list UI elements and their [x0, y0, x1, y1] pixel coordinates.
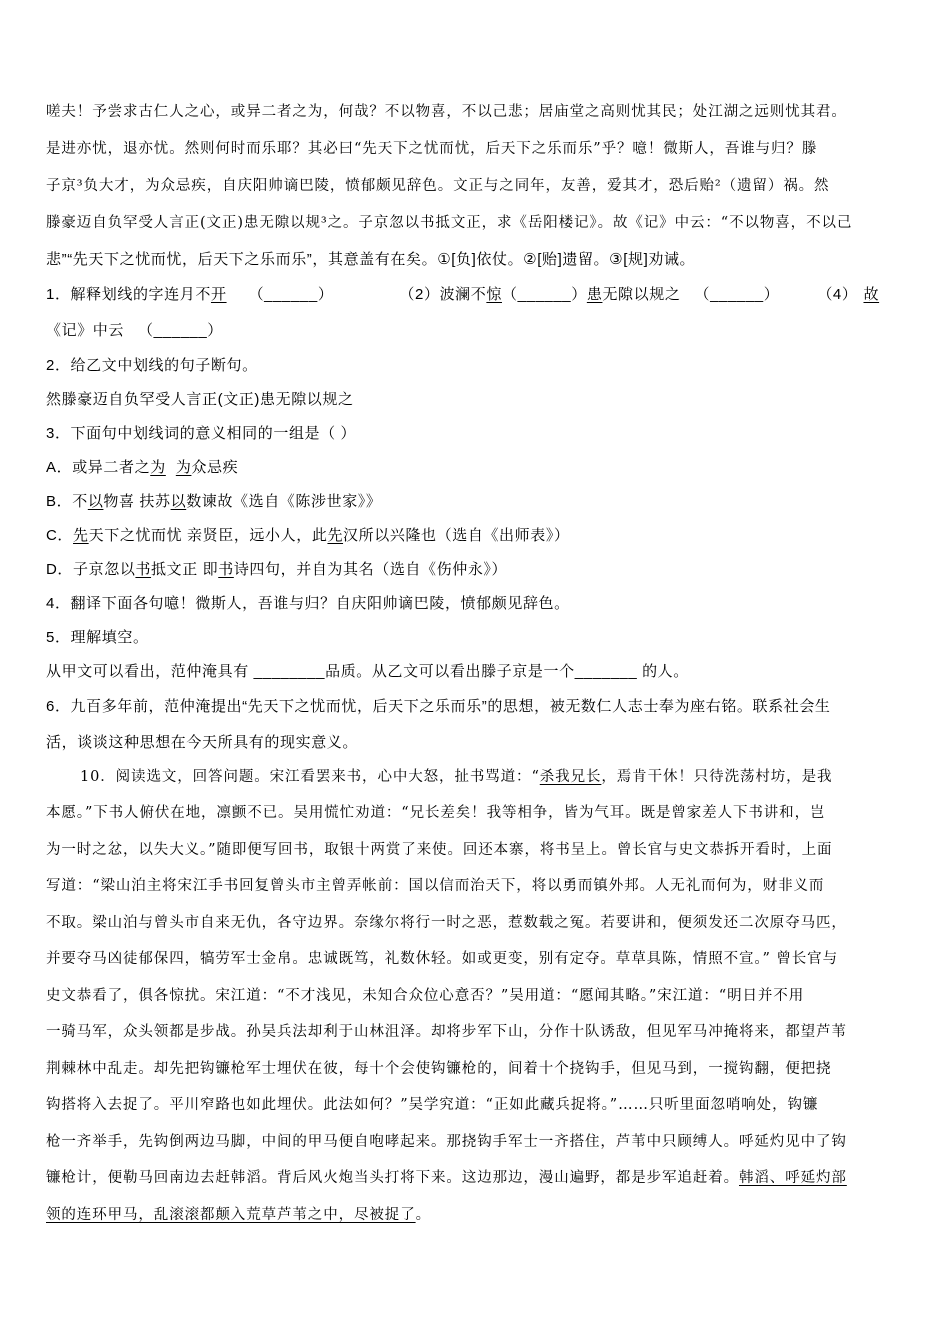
q3-c-underlined-1: 先 [73, 527, 89, 544]
q1-blank-4: （______） [138, 322, 223, 339]
q10-line-1-text-a: 10．阅读选文，回答问题。宋江看罢来书，心中大怒，扯书骂道：“ [80, 769, 540, 785]
q3-c-underlined-2: 先 [327, 527, 344, 544]
q3-option-d [46, 559, 906, 581]
q1-part-3: 无隙以规之 [602, 286, 681, 303]
q10-line-4: 写道：“梁山泊主将宋江手书回复曾头市主曾弄帐前：国以信而治天下，将以勇而镇外邦。人无礼而何为，财非义而 [46, 878, 825, 894]
passage-line-1: 嗟夫！予尝求古仁人之心，或异二者之为，何哉？不以物喜，不以己悲；居庙堂之高则忧其民；处江湖之远则忧其君。 [46, 104, 847, 120]
q3-d-text-3: 诗四句，并自为其名（选自《伤仲永》） [233, 561, 508, 578]
q10-line-12-text: 镰枪计，便勒马回南边去赶韩滔。背后风火炮当头打将下来。这边那边，漫山遍野，都是步军追赶着。 [46, 1170, 739, 1186]
q1-underlined-char-3: 患 [586, 286, 603, 303]
q10-line-3: 为一时之忿，以失大义。”随即便写回书，取银十两赏了来使。回还本寨，将书呈上。曾长官与史文恭拆开看时，上面 [46, 842, 833, 858]
q1-underlined-char-2: 惊 [486, 286, 502, 303]
q10-underlined-phrase-1: 杀我兄长 [539, 769, 602, 785]
q3-a-text-2: 众忌疾 [191, 459, 239, 476]
q3-b-underlined-2: 以 [170, 493, 187, 510]
q3-d-text-1: D．子京忽以 [46, 561, 136, 578]
q1-underlined-char-1: 开 [210, 286, 227, 303]
question-1 [46, 284, 906, 306]
q1-part-4: 《记》中云 [46, 322, 125, 339]
question-6-line-2: 活，谈谈这种思想在今天所具有的现实意义。 [46, 734, 359, 751]
q10-line-1 [80, 766, 906, 788]
q3-option-c [46, 525, 906, 547]
q10-line-11: 枪一齐举手，先钩倒两边马脚，中间的甲马便自咆哮起来。那挠钩手军士一齐搭住，芦苇中只顾缚人。呼延灼见中了钩 [46, 1134, 847, 1150]
q10-line-6: 并要夺马凶徒郁保四，犒劳军士金帛。忠诚既笃，礼数休轻。如或更变，别有定夺。草草具陈，情照不宣。” 曾长官与 [46, 951, 838, 967]
q3-c-text-1: C． [46, 527, 74, 544]
question-6-line-1: 6．九百多年前，范仲淹提出“先天下之忧而忧，后天下之乐而乐”的思想，被无数仁人志士奉为座右铭。联系社会生 [46, 698, 831, 715]
passage-line-2: 是进亦忧，退亦忧。然则何时而乐耶？其必曰“先天下之忧而忧，后天下之乐而乐”乎？噫！微斯人，吾谁与归？滕 [46, 141, 818, 157]
question-2-title: 2．给乙文中划线的句子断句。 [46, 357, 258, 374]
passage-line-4: 滕豪迈自负罕受人言正(文正)患无隙以规³之。子京忽以书抵文正，求《岳阳楼记》。故《记》中云：“不以物喜，不以己 [46, 215, 853, 231]
q3-b-text-1: B．不 [46, 493, 88, 510]
q10-line-12 [46, 1167, 906, 1189]
q10-line-5: 不取。梁山泊与曾头市自来无仇，各守边界。奈缘尔将行一时之恶，惹数载之冤。若要讲和，便须发还二次原夺马匹， [46, 915, 847, 931]
q1-underlined-char-4: 故 [863, 286, 880, 303]
q1-blank-3: （______） [694, 286, 780, 303]
q10-line-13-end: 。 [415, 1207, 432, 1223]
q3-option-a [46, 457, 906, 479]
question-4: 4．翻译下面各句噫！微斯人，吾谁与归？自庆阳帅谪巴陵，愤郁颇见辞色。 [46, 595, 570, 612]
q3-c-text-3: 汉所以兴隆也（选自《出师表》） [343, 527, 570, 544]
q3-d-underlined-2: 书 [218, 561, 234, 578]
q1-blank-1: （______） [248, 286, 334, 303]
question-5-title: 5．理解填空。 [46, 629, 149, 646]
q1-part-2: （2）波澜不 [399, 286, 487, 303]
q10-line-2: 本愿。”下书人俯伏在地，凛颤不已。吴用慌忙劝道：“兄长差矣！我等相争，皆为气耳。既是曾家差人下书讲和，岂 [46, 805, 826, 821]
question-2-sentence: 然滕豪迈自负罕受人言正(文正)患无隙以规之 [46, 391, 354, 408]
q3-d-underlined-1: 书 [135, 561, 152, 578]
q3-b-text-2: 物喜 扶苏 [103, 493, 171, 510]
q3-a-underlined-1: 为 [150, 459, 166, 476]
question-1-cont [46, 320, 906, 342]
q10-line-9: 荆棘林中乱走。却先把钩镰枪军士埋伏在彼，每十个会使钩镰枪的，间着十个挠钩手，但见马到，一搅钩翻，便把挠 [46, 1061, 832, 1077]
q3-a-text-1: A．或异二者之 [46, 459, 151, 476]
q3-b-text-3: 数谏故《选自《陈涉世家》》 [186, 493, 382, 510]
passage-line-5: 悲”“先天下之忧而忧，后天下之乐而乐”，其意盖有在矣。①[负]依仗。②[贻]遗留。③[规]劝诫。 [46, 251, 696, 268]
q10-line-8: 一骑马军，众头领都是步战。孙吴兵法却利于山林沮泽。却将步军下山，分作十队诱敌，但见军马冲掩将来，都望芦苇 [46, 1024, 847, 1040]
q1-blank-2: （______） [501, 286, 587, 303]
q10-underlined-phrase-2b: 领的连环甲马，乱滚滚都颠入荒草芦苇之中，尽被捉了 [46, 1207, 416, 1223]
q1-part-4-num: （4） [817, 286, 858, 303]
question-3-title: 3．下面句中划线词的意义相同的一组是（ ） [46, 425, 357, 442]
q10-line-1-text-b: ，焉肯干休！只待洗荡村坊，是我 [601, 769, 833, 785]
q3-b-underlined-1: 以 [87, 493, 104, 510]
q3-a-underlined-2: 为 [175, 459, 192, 476]
q1-part-1: 1．解释划线的字连月不 [46, 286, 211, 303]
question-5-fill: 从甲文可以看出，范仲淹具有 ________品质。从乙文可以看出滕子京是一个_______ 的人。 [46, 663, 689, 680]
passage-line-3: 子京³负大才，为众忌疾，自庆阳帅谪巴陵，愤郁颇见辞色。文正与之同年，友善，爱其才，恐后贻²（遗留）祸。然 [46, 178, 830, 194]
q3-c-text-2: 天下之忧而忧 亲贤臣，远小人，此 [88, 527, 328, 544]
q3-d-text-2: 抵文正 即 [151, 561, 219, 578]
q10-line-7: 史文恭看了，俱各惊扰。宋江道：“不才浅见，未知合众位心意否？”吴用道：“愿闻其略。”宋江道：“明日并不用 [46, 988, 805, 1004]
q10-line-13 [46, 1204, 906, 1226]
q10-line-10: 钩搭将入去捉了。平川窄路也如此埋伏。此法如何？”吴学究道：“正如此藏兵捉将。”……只听里面忽哨响处，钩镰 [46, 1097, 819, 1113]
q3-option-b [46, 491, 906, 513]
q10-underlined-phrase-2a: 韩滔、呼延灼部 [739, 1170, 847, 1186]
